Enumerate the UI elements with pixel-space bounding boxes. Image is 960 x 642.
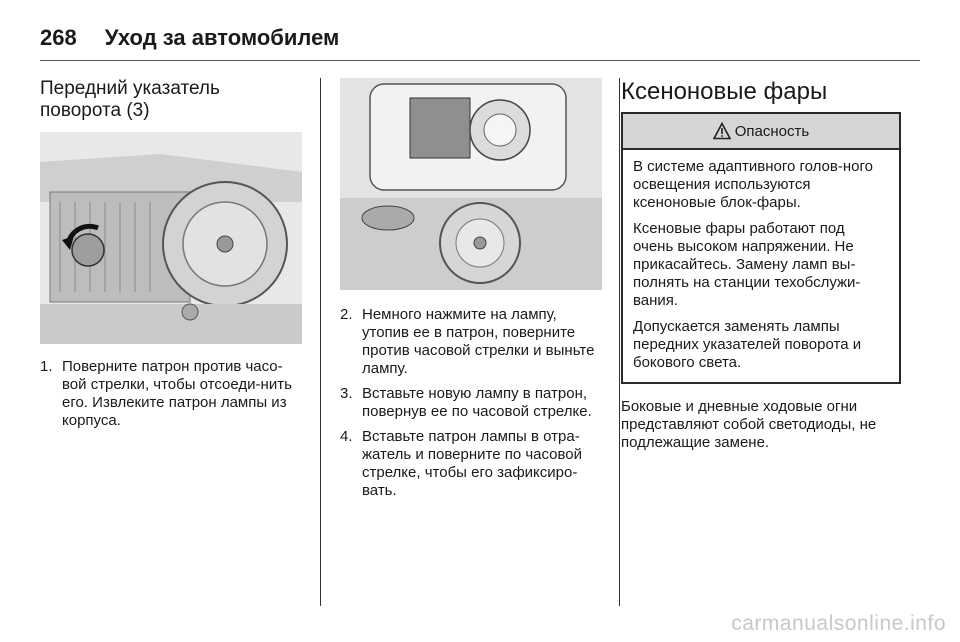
list-item — [340, 306, 604, 378]
chapter-title: Уход за автомобилем — [104, 25, 340, 50]
step-number: 2. — [340, 306, 353, 323]
danger-paragraph: Допускается заменять лампы передних указателей поворота и бокового света. — [633, 318, 862, 371]
page-header — [40, 18, 920, 58]
led-note: Боковые и дневные ходовые огни представляют собой светодиоды, не подлежащие замене. — [621, 398, 877, 451]
list-item — [40, 358, 304, 430]
headlamp-rear-illustration — [40, 132, 302, 344]
danger-label: Опасность — [734, 122, 810, 140]
step-text: Немного нажмите на лампу, утопив ее в патрон, поверните против часовой стрелки и выньте лампу. — [362, 306, 595, 377]
watermark: carmanualsonline.info — [731, 612, 946, 635]
step-text: Вставьте новую лампу в патрон, повернув ее по часовой стрелке. — [362, 385, 592, 420]
danger-paragraph: В системе адаптивного голов-ного освещения используются ксеноновые блок-фары. — [633, 158, 873, 211]
danger-text — [623, 150, 899, 382]
list-item — [340, 385, 604, 421]
page-number: 268 — [40, 25, 77, 50]
column-divider — [320, 78, 321, 606]
step-list — [40, 358, 304, 430]
danger-box — [621, 112, 901, 384]
step-text: Поверните патрон против часо-вой стрелки, чтобы отсоеди-нить его. Извлеките патрон лампы из корпуса. — [62, 358, 292, 429]
step-number: 4. — [340, 428, 353, 445]
step-list — [340, 306, 604, 500]
step-text: Вставьте патрон лампы в отра-жатель и поверните по часовой стрелке, чтобы его зафиксиро-вать. — [362, 428, 583, 499]
section-title: Ксеноновые фары — [621, 78, 828, 105]
list-item — [340, 428, 604, 500]
column-bulb-replacement — [340, 78, 604, 507]
section-title: Передний указатель поворота (3) — [40, 78, 220, 121]
bulb-socket-illustration — [340, 78, 602, 290]
danger-paragraph: Ксеновые фары работают под очень высоком напряжении. Не прикасайтесь. Замену ламп вы-полнять на станции техобслужи-вания. — [633, 220, 861, 309]
danger-heading — [623, 114, 899, 150]
step-number: 1. — [40, 358, 53, 375]
column-divider — [619, 78, 620, 606]
column-xenon-headlights — [621, 78, 901, 452]
header-rule — [40, 60, 920, 61]
column-turn-signal — [40, 78, 304, 437]
step-number: 3. — [340, 385, 353, 402]
warning-triangle-icon — [713, 122, 731, 140]
